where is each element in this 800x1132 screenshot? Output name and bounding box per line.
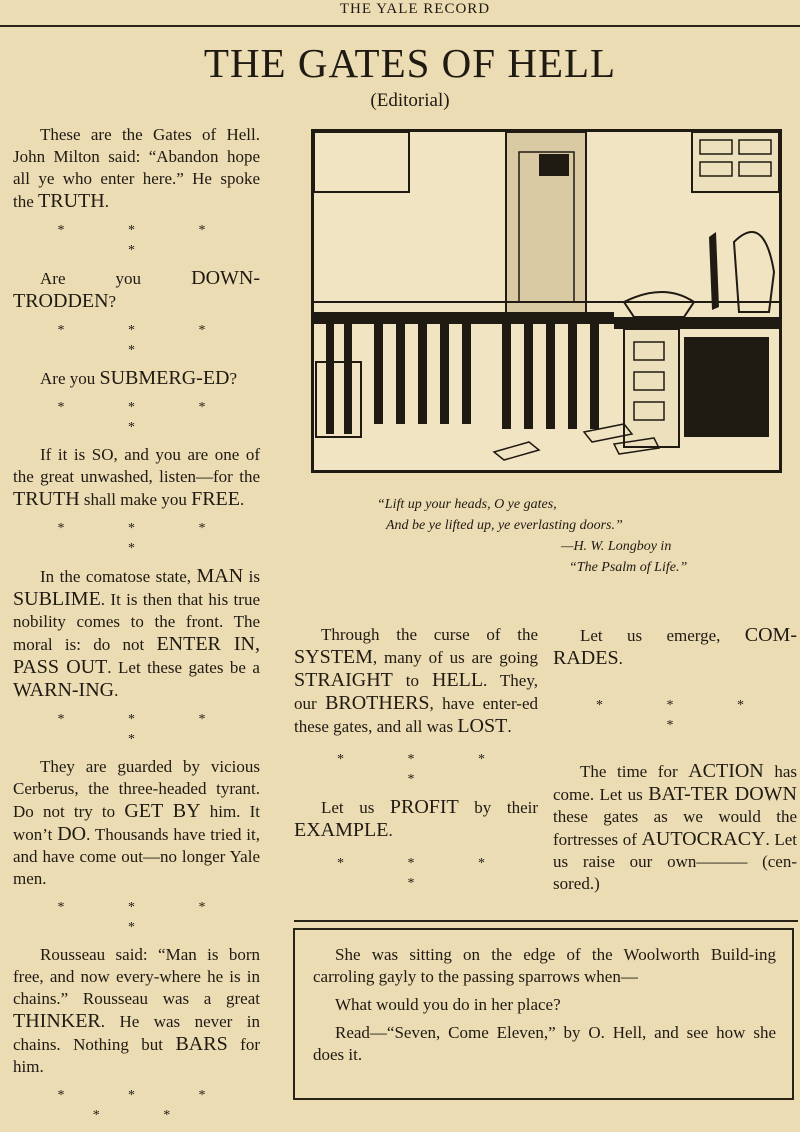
left-paragraph-7: Rousseau said: “Man is born free, and now every-where he is in chains.” Rousseau was a great THINKER. He was never in chains. Nothing but BARS for him. [13, 945, 260, 1076]
article-subtitle: (Editorial) [370, 90, 450, 111]
emphasized-word: BARS [175, 1033, 228, 1055]
left-paragraph-3: Are you SUBMERG-ED? [40, 367, 238, 389]
right-paragraph-2: The time for ACTION has come. Let us BAT-TER DOWN these gates as we would the fortresses of AUTOCRACY. Let us raise our own——— (cen-sored.) [553, 760, 797, 893]
editorial-illustration [311, 129, 782, 473]
emphasized-word: ENTER IN, PASS OUT [13, 633, 260, 678]
emphasized-word: THINKER [13, 1010, 101, 1032]
asterism: * * * * [596, 698, 774, 733]
emphasized-word: BROTHERS [325, 692, 430, 714]
caption-attribution: —H. W. Longboy in [561, 539, 672, 554]
article-title: THE GATES OF HELL [203, 40, 617, 86]
notice-paragraph: Read—“Seven, Come Eleven,” by O. Hell, and see how she does it. [313, 1023, 776, 1064]
emphasized-word: DO [57, 823, 87, 845]
boxed-notice [293, 928, 794, 1100]
emphasized-word: HELL [431, 669, 484, 691]
emphasized-word: LOST [457, 715, 508, 737]
notice-paragraph: What would you do in her place? [335, 995, 561, 1014]
asterism: * * * * * [57, 1088, 236, 1123]
asterism: * * * * [57, 323, 236, 358]
right-column [553, 624, 797, 895]
emphasized-word: PROFIT [389, 796, 459, 818]
office-interior-drawing [314, 132, 779, 470]
emphasized-word: COM-RADES [553, 624, 797, 669]
asterism: * * * * [337, 752, 515, 787]
emphasized-word: FREE [191, 488, 240, 510]
section-rule [294, 920, 798, 922]
running-head: THE YALE RECORD [339, 1, 491, 17]
asterism: * * * * [57, 223, 236, 258]
emphasized-word: EXAMPLE [294, 819, 389, 841]
emphasized-word: STRAIGHT [294, 669, 393, 691]
asterism: * * * * [57, 521, 236, 556]
illustration-caption [300, 494, 800, 578]
emphasized-word: ACTION [688, 760, 764, 782]
middle-column [294, 624, 538, 900]
emphasized-word: SYSTEM [294, 646, 373, 668]
emphasized-word: SUBMERG-ED [99, 367, 230, 389]
emphasized-word: SUBLIME [13, 588, 101, 610]
emphasized-word: DOWN-TRODDEN [13, 267, 260, 312]
middle-paragraph-2: Let us PROFIT by their EXAMPLE. [294, 796, 538, 841]
asterism: * * * * [57, 400, 236, 435]
asterism: * * * * [57, 712, 236, 747]
caption-line: And be ye lifted up, ye everlasting doors.” [386, 518, 623, 533]
asterism: * * * * [337, 856, 515, 891]
left-paragraph-1: These are the Gates of Hell. John Milton said: “Abandon hope all ye who enter here.” He spoke the TRUTH. [13, 125, 260, 212]
emphasized-word: BAT-TER DOWN [648, 783, 797, 805]
caption-attribution: “The Psalm of Life.” [569, 560, 688, 575]
left-paragraph-2: Are you DOWN-TRODDEN? [13, 267, 260, 312]
asterism: * * * * [57, 900, 236, 935]
caption-line: “Lift up your heads, O ye gates, [377, 497, 557, 512]
left-paragraph-4: If it is SO, and you are one of the great unwashed, listen—for the TRUTH shall make you FREE. [13, 445, 260, 510]
emphasized-word: WARN-ING [13, 679, 115, 701]
header-rule [0, 25, 800, 27]
left-paragraph-6: They are guarded by vicious Cerberus, the three-headed tyrant. Do not try to GET BY him. It won’t DO. Thousands have tried it, and have come out—no longer Yale men. [13, 757, 261, 888]
middle-paragraph-1: Through the curse of the SYSTEM, many of us are going STRAIGHT to HELL. They, our BROTHERS, have enter-ed these gates, and all was LOST. [294, 625, 538, 737]
left-paragraph-5: In the comatose state, MAN is SUBLIME. It is then that his true nobility comes to the front. The moral is: do not ENTER IN, PASS OUT. Let these gates be a WARN-ING. [13, 565, 261, 701]
emphasized-word: AUTOCRACY [641, 828, 766, 850]
notice-paragraph: She was sitting on the edge of the Woolworth Build-ing carroling gayly to the passing sparrows when— [313, 945, 776, 986]
emphasized-word: TRUTH [13, 488, 80, 510]
left-column [13, 124, 260, 1132]
right-paragraph-1: Let us emerge, COM-RADES. [553, 624, 797, 669]
emphasized-word: TRUTH [38, 190, 105, 212]
emphasized-word: MAN [196, 565, 244, 587]
emphasized-word: GET BY [124, 800, 201, 822]
